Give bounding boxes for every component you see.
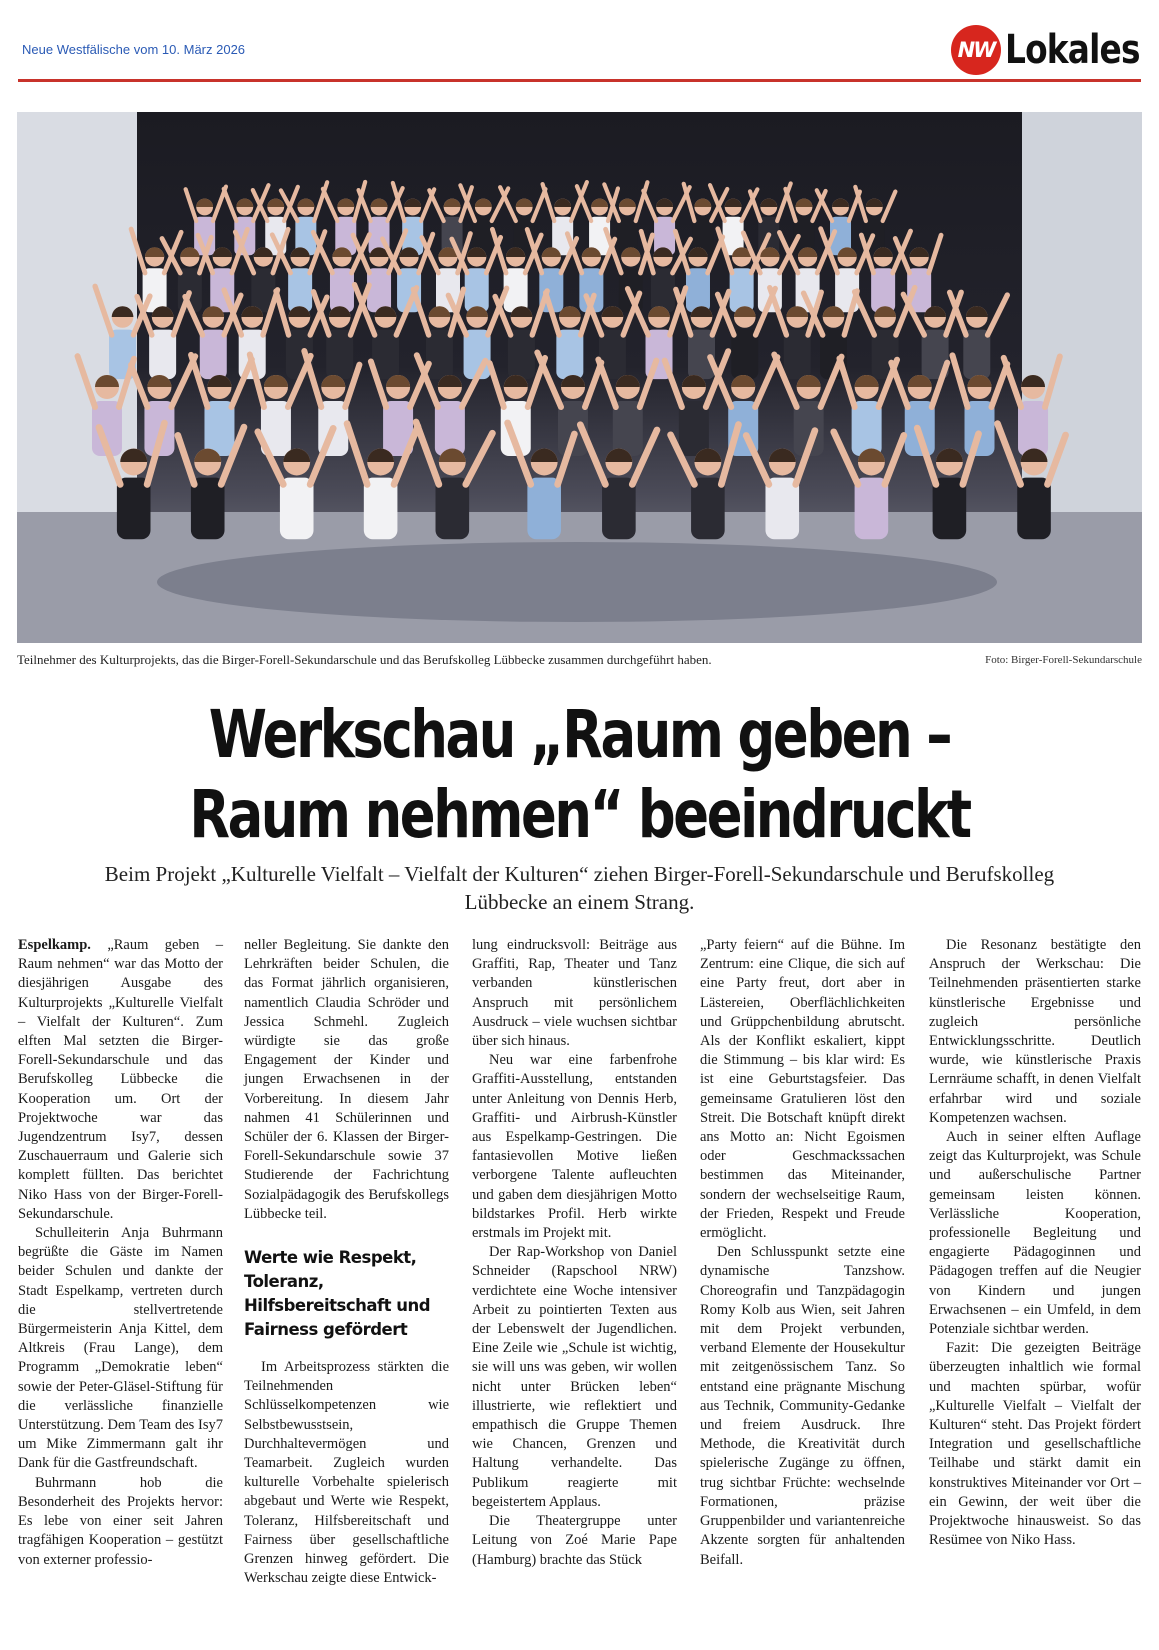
participant-arm (1004, 358, 1021, 407)
participant-arm (755, 357, 777, 407)
paragraph: Auch in seiner elften Auflage zeigt das Kulturprojekt, was Schule und außerschulische Partner gemeinsam leisten können. Verlässliche Kooperation, professionelle Begleitung und engagierte Pädagoginnen und Pädagogen treffen auf die Neugier von Kindern und jungen Erwachsenen – ein Umfeld, in dem Potenziale sichtbar werden. (929, 1129, 1141, 1338)
participant-hair (966, 306, 988, 317)
participant-arm (466, 433, 493, 484)
section-brand (951, 24, 1140, 76)
paragraph: Neu war eine farbenfrohe Graffiti-Ausstellung, entstanden unter Anleitung von Dennis Herb, Graffiti- und Airbrush-Künstler aus Espelkamp-Gestringen. Die fantasievollen Motive ließen verborgene Talente aufleuchten und gaben dem diesjährigen Motto bildstarkes Profil. Herb wirkte erstmals im Projekt mit. (472, 1052, 677, 1242)
participant-hair (725, 199, 742, 207)
participant-arm (992, 364, 1008, 407)
paragraph: Die Theatergruppe unter Leitung von Zoé Marie Pape (Hamburg) brachte das Stück (472, 1513, 677, 1568)
paragraph: Der Rap-Workshop von Daniel Schneider (Rapschool NRW) verdichtete eine Woche intensiver Arbeit zu pointierten Texten aus der Lebenswelt der Jugendlichen. Eine Zeile wie „Schule ist wichtig, sie will uns was geben, wir wollen nicht unter Brücken leben“ illustrierte, wie reflektiert und empathisch die Gruppe Themen wie Chancen, Grenzen und Haltung verhandelte. Das Publikum reagierte mit begeistertem Applaus. (472, 1244, 677, 1510)
paragraph (18, 936, 223, 1224)
participant-arm (186, 189, 197, 221)
participant-hair (866, 199, 883, 207)
participant-hair (694, 199, 711, 207)
article-headline (0, 695, 1159, 855)
participant-hair (475, 199, 492, 207)
headline-line-2: Raum nehmen“ beeindruckt (189, 776, 970, 853)
participant-arm (643, 191, 656, 221)
participant-hair (619, 199, 636, 207)
participant-hair (832, 199, 849, 207)
paragraph: Buhrmann hob die Besonderheit des Projekts hervor: Es lebe von einer seit Jahren tragfähigen Kooperation – gestützt von externer professio- (18, 1474, 223, 1568)
participant-hair (656, 199, 673, 207)
article-column-3 (472, 936, 677, 1570)
participant-arm (314, 182, 327, 221)
publication-line: Neue Westfälische vom 10. März 2026 (22, 42, 246, 57)
article-subheadline: Beim Projekt „Kulturelle Vielfalt – Vielfalt der Kulturen“ ziehen Birger-Forell-Sekundarschule und Berufskolleg Lübbecke an einem Strang. (104, 862, 1055, 914)
participant-arm (785, 189, 795, 221)
article-column-4 (700, 936, 905, 1570)
paragraph: lung eindrucksvoll: Beiträge aus Graffiti, Rap, Theater und Tanz verbanden künstlerischen Anspruch mit persönlichem Ausdruck – viele wuchsen sichtbar über sich hinaus. (472, 937, 677, 1050)
participant-hair (267, 199, 284, 207)
participant-arm (929, 235, 941, 273)
nw-logo: NW (951, 25, 1001, 75)
participant-hair (371, 199, 388, 207)
paragraph: Fazit: Die gezeigten Beiträge überzeugten inhaltlich wie formal und machten spürbar, wofür „Kulturelle Vielfalt – Vielfalt der Kulturen“ steht. Das Projekt fördert Integration und gesellschaftliche Teilhabe und stärkt damit ein konstruktives Miteinander vor Ort – ein Gewinn, der weit über die Projektwoche hinausweist. So das Resümee von Niko Hass. (929, 1340, 1141, 1549)
participant-arm (998, 424, 1021, 485)
article-column-1 (18, 936, 223, 1570)
participant-hair (591, 199, 608, 207)
participant-arm (891, 363, 907, 407)
participant-arm (178, 435, 194, 484)
participant-hair (297, 199, 314, 207)
participant-arm (665, 361, 682, 407)
participant-hair (236, 199, 253, 207)
participant-hair (760, 199, 777, 207)
section-name: Lokales (1005, 27, 1140, 73)
paragraph: Die Resonanz bestätigte den Anspruch der Werkschau: Die Teilnehmenden präsentierten starke künstlerische Ergebnisse und zugleich persönliche Entwicklungsschritte. Deutlich wurde, wie künstlerische Praxis Lernräume schafft, in denen Vielfalt erfahrbar wird und soziale Kompetenzen wachsen. (929, 937, 1141, 1126)
participant-arm (839, 358, 854, 407)
participant-hair (936, 449, 963, 462)
participant-arm (276, 291, 289, 335)
participant-arm (543, 184, 555, 221)
participant-hair (337, 199, 354, 207)
dateline: Espelkamp. (18, 937, 91, 953)
participant-hair (516, 199, 533, 207)
participant-hair (554, 199, 571, 207)
participant-arm (988, 295, 1008, 335)
group-photo-illustration (17, 112, 1142, 643)
participant-hair (910, 247, 929, 257)
paragraph: Im Arbeitsprozess stärkten die Teilnehmenden Schlüsselkompetenzen wie Selbstbewusstsein, Durchhaltevermögen und Teamarbeit. Zugleich wurden kulturelle Vorbehalte spielerisch abgebaut und Werte wie Respekt, Toleranz, Hilfsbereitschaft und Fairness über gesellschaftliche Grenzen hinweg gefördert. Die Werkschau zeigte diese Entwick- (244, 1359, 449, 1587)
headline-line-1: Werkschau „Raum geben – (208, 696, 951, 773)
participant-hair (213, 247, 232, 257)
participant-hair (196, 199, 213, 207)
header-rule (18, 79, 1141, 82)
paragraph-text: „Raum geben – Raum nehmen“ war das Motto der diesjährigen Ausgabe des Kulturprojekts „Kulturelle Vielfalt – Vielfalt der Kulturen“. Zum elften Mal setzten die Birger-Forell-Sekundarschule und das Berufskolleg Lübbecke die Kooperation um. Ort der Projektwoche war das Jugendzentrum Isy7, dessen Zuschauerraum und Galerie sich komplett füllten. Das berichtet Niko Hass von der Birger-Forell-Sekundarschule. (18, 937, 223, 1222)
participant-hair (404, 199, 421, 207)
participant-arm (490, 363, 504, 407)
participant-arm (885, 435, 904, 484)
participant-arm (347, 424, 367, 485)
paragraph: Schulleiterin Anja Buhrmann begrüßte die Gäste im Namen beider Schulen und dankte der Stadt Espelkamp, vertreten durch die stellvertretende Bürgermeisterin Anja Kittel, dem Altkreis (Frau Lange), dem Programm „Demokratie leben“ sowie der Peter-Gläsel-Stiftung für die verlässliche finanzielle Unterstützung. Dem Team des Isy7 um Mike Zimmermann galt ihr Dank für die Gastfreundschaft. (18, 1225, 223, 1472)
participant-arm (492, 188, 508, 221)
participant-hair (444, 199, 461, 207)
participant-arm (323, 189, 338, 221)
participant-arm (224, 189, 237, 221)
participant-hair (531, 449, 558, 462)
paragraph: Den Schlusspunkt setzte eine dynamische Tanzshow. Choreografin und Tanzpädagogin Romy Kolb aus Wien, seit Jahren mit dem Projekt verbunden, verband Elemente der Housekultur mit zeitgenössischem Tanz. So entstand eine prägnante Mischung aus Technik, Community-Gedanke und freiem Ausdruck. Ihre Methode, die Kreativität durch spielerische Zugänge zu öffnen, trug sichtbar Früchte: wechselnde Formationen, präzise Gruppenbilder und variantenreiche Akzente sorgten für anhaltenden Beifall. (700, 1244, 905, 1568)
participant-hair (145, 247, 164, 257)
photo-caption: Teilnehmer des Kulturprojekts, das die Birger-Forell-Sekundarschule und das Berufskolleg Lübbecke zusammen durchgeführt haben. (17, 652, 712, 667)
paragraph: neller Begleitung. Sie dankte den Lehrkräften beider Schulen, die das Format jährlich organisieren, namentlich Claudia Schröder und Jessica Schmehl. Zugleich würdigte sie das große Engagement der Kinder und jungen Erwachsenen in der Vorbereitung. In diesem Jahr nahmen 41 Schülerinnen und Schüler der 6. Klassen der Birger-Forell-Sekundarschule sowie 37 Studierende der Fachrichtung Sozialpädagogik des Berufskollegs Lübbecke teil. (244, 937, 449, 1222)
article-column-5 (929, 936, 1141, 1551)
participant-hair (769, 449, 796, 462)
page-header (18, 20, 1141, 82)
participant-arm (883, 192, 896, 221)
article-column-2 (244, 936, 449, 1588)
participant-hair (264, 375, 288, 387)
participant-arm (429, 190, 443, 221)
group-photo (17, 112, 1142, 643)
participant-hair (796, 199, 813, 207)
photo-credit: Foto: Birger-Forell-Sekundarschule (985, 654, 1142, 666)
paragraph: „Party feiern“ auf die Bühne. Im Zentrum: eine Clique, die sich auf eine Party freut, dort aber in Lästereien, Oberflächlichkeiten und Grüppchenbildung abrutscht. Als der Konflikt eskaliert, kippt die Stimmung – bis klar wird: Es ist eine Geburtstagsfeier. Das gemeinsame Gratulieren löst den Streit. Die Botschaft knüpft direkt ans Motto an: Nicht Egoismen oder Geschmackssachen bestimmen das Miteinander, sondern der wechselseitige Raum, der Frieden, Respekt und Freude ermöglicht. (700, 937, 905, 1242)
article-subhead: Werte wie Respekt, Toleranz, Hilfsbereitschaft und Fairness gefördert (244, 1248, 431, 1340)
